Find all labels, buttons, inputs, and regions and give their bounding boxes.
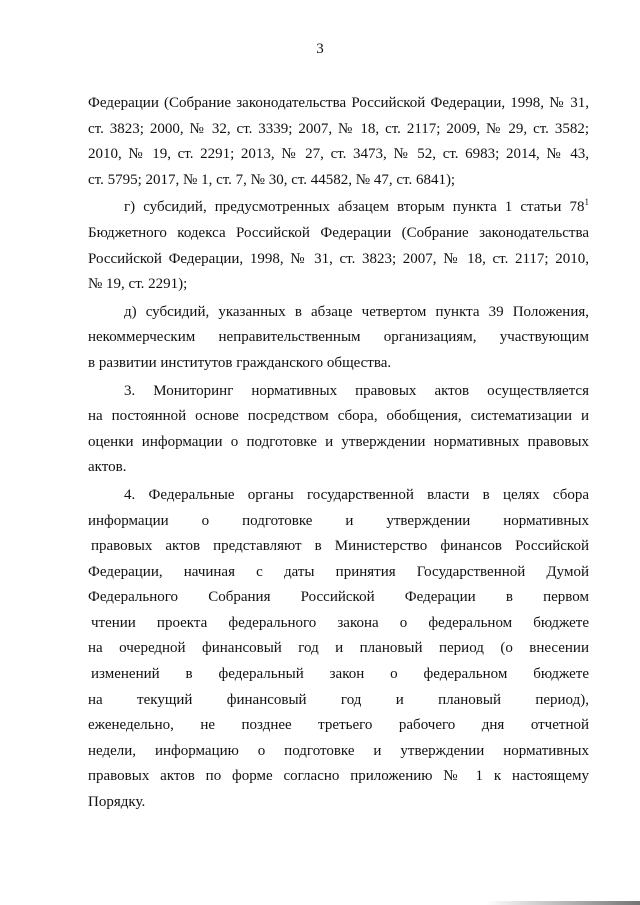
paragraph-item-g bbox=[88, 195, 589, 297]
text-line: д) субсидий, указанных в абзаце четвертом пункта 39 Положения, bbox=[124, 303, 589, 320]
text-line: еженедельно, не позднее третьего рабочего дня отчетной bbox=[88, 717, 589, 734]
paragraph-continuation bbox=[88, 91, 589, 193]
paragraph-4 bbox=[88, 483, 589, 816]
text-line bbox=[88, 195, 589, 221]
text-line: в развитии институтов гражданского общества. bbox=[88, 354, 392, 371]
text-line: оценки информации о подготовке и утверждении нормативных правовых bbox=[88, 433, 589, 450]
superscript: 1 bbox=[584, 197, 589, 208]
text-line: чтении проекта федерального закона о федеральном бюджете bbox=[91, 614, 589, 631]
text-line: 3. Мониторинг нормативных правовых актов осуществляется bbox=[124, 382, 589, 399]
text-line: Бюджетного кодекса Российской Федерации (Собрание законодательства bbox=[88, 224, 589, 241]
paragraph-3 bbox=[88, 379, 589, 481]
text-line: Федерального Собрания Российской Федерации в первом bbox=[88, 589, 589, 606]
text-line: 2010, № 19, ст. 2291; 2013, № 27, ст. 3473, № 52, ст. 6983; 2014, № 43, bbox=[88, 146, 589, 163]
text-line: на очередной финансовый год и плановый период (о внесении bbox=[88, 640, 589, 657]
text-line: некоммерческим неправительственным организациям, участвующим bbox=[88, 329, 589, 346]
text-line: Федерации, начиная с даты принятия Государственной Думой bbox=[88, 563, 589, 580]
page-number: 3 bbox=[316, 41, 324, 57]
paragraph-item-d bbox=[88, 300, 589, 377]
text-line: Федерации (Собрание законодательства Российской Федерации, 1998, № 31, bbox=[88, 95, 589, 111]
text-line: информации о подготовке и утверждении нормативных bbox=[88, 512, 589, 529]
document-body bbox=[88, 91, 589, 816]
text-line: изменений в федеральный закон о федеральном бюджете bbox=[91, 666, 589, 683]
text-line: правовых актов по форме согласно приложению № 1 к настоящему bbox=[88, 768, 589, 785]
text-line: ст. 3823; 2000, № 32, ст. 3339; 2007, № 18, ст. 2117; 2009, № 29, ст. 3582; bbox=[88, 120, 589, 137]
text-line-content: г) субсидий, предусмотренных абзацем вторым пункта 1 статьи 78 bbox=[124, 199, 585, 216]
text-line: правовых актов представляют в Министерство финансов Российской bbox=[91, 538, 589, 555]
text-line: на постоянной основе посредством сбора, обобщения, систематизации и bbox=[88, 408, 589, 425]
text-line: ст. 5795; 2017, № 1, ст. 7, № 30, ст. 44582, № 47, ст. 6841); bbox=[88, 171, 456, 188]
text-line: Порядку. bbox=[88, 794, 146, 811]
text-line: актов. bbox=[88, 459, 127, 476]
text-line: недели, информацию о подготовке и утверждении нормативных bbox=[88, 742, 589, 759]
scan-edge-shadow bbox=[485, 901, 640, 905]
text-line: № 19, ст. 2291); bbox=[88, 276, 188, 293]
text-line: на текущий финансовый год и плановый период), bbox=[88, 691, 589, 708]
text-line: 4. Федеральные органы государственной власти в целях сбора bbox=[124, 486, 589, 503]
text-line: Российской Федерации, 1998, № 31, ст. 3823; 2007, № 18, ст. 2117; 2010, bbox=[88, 250, 589, 267]
